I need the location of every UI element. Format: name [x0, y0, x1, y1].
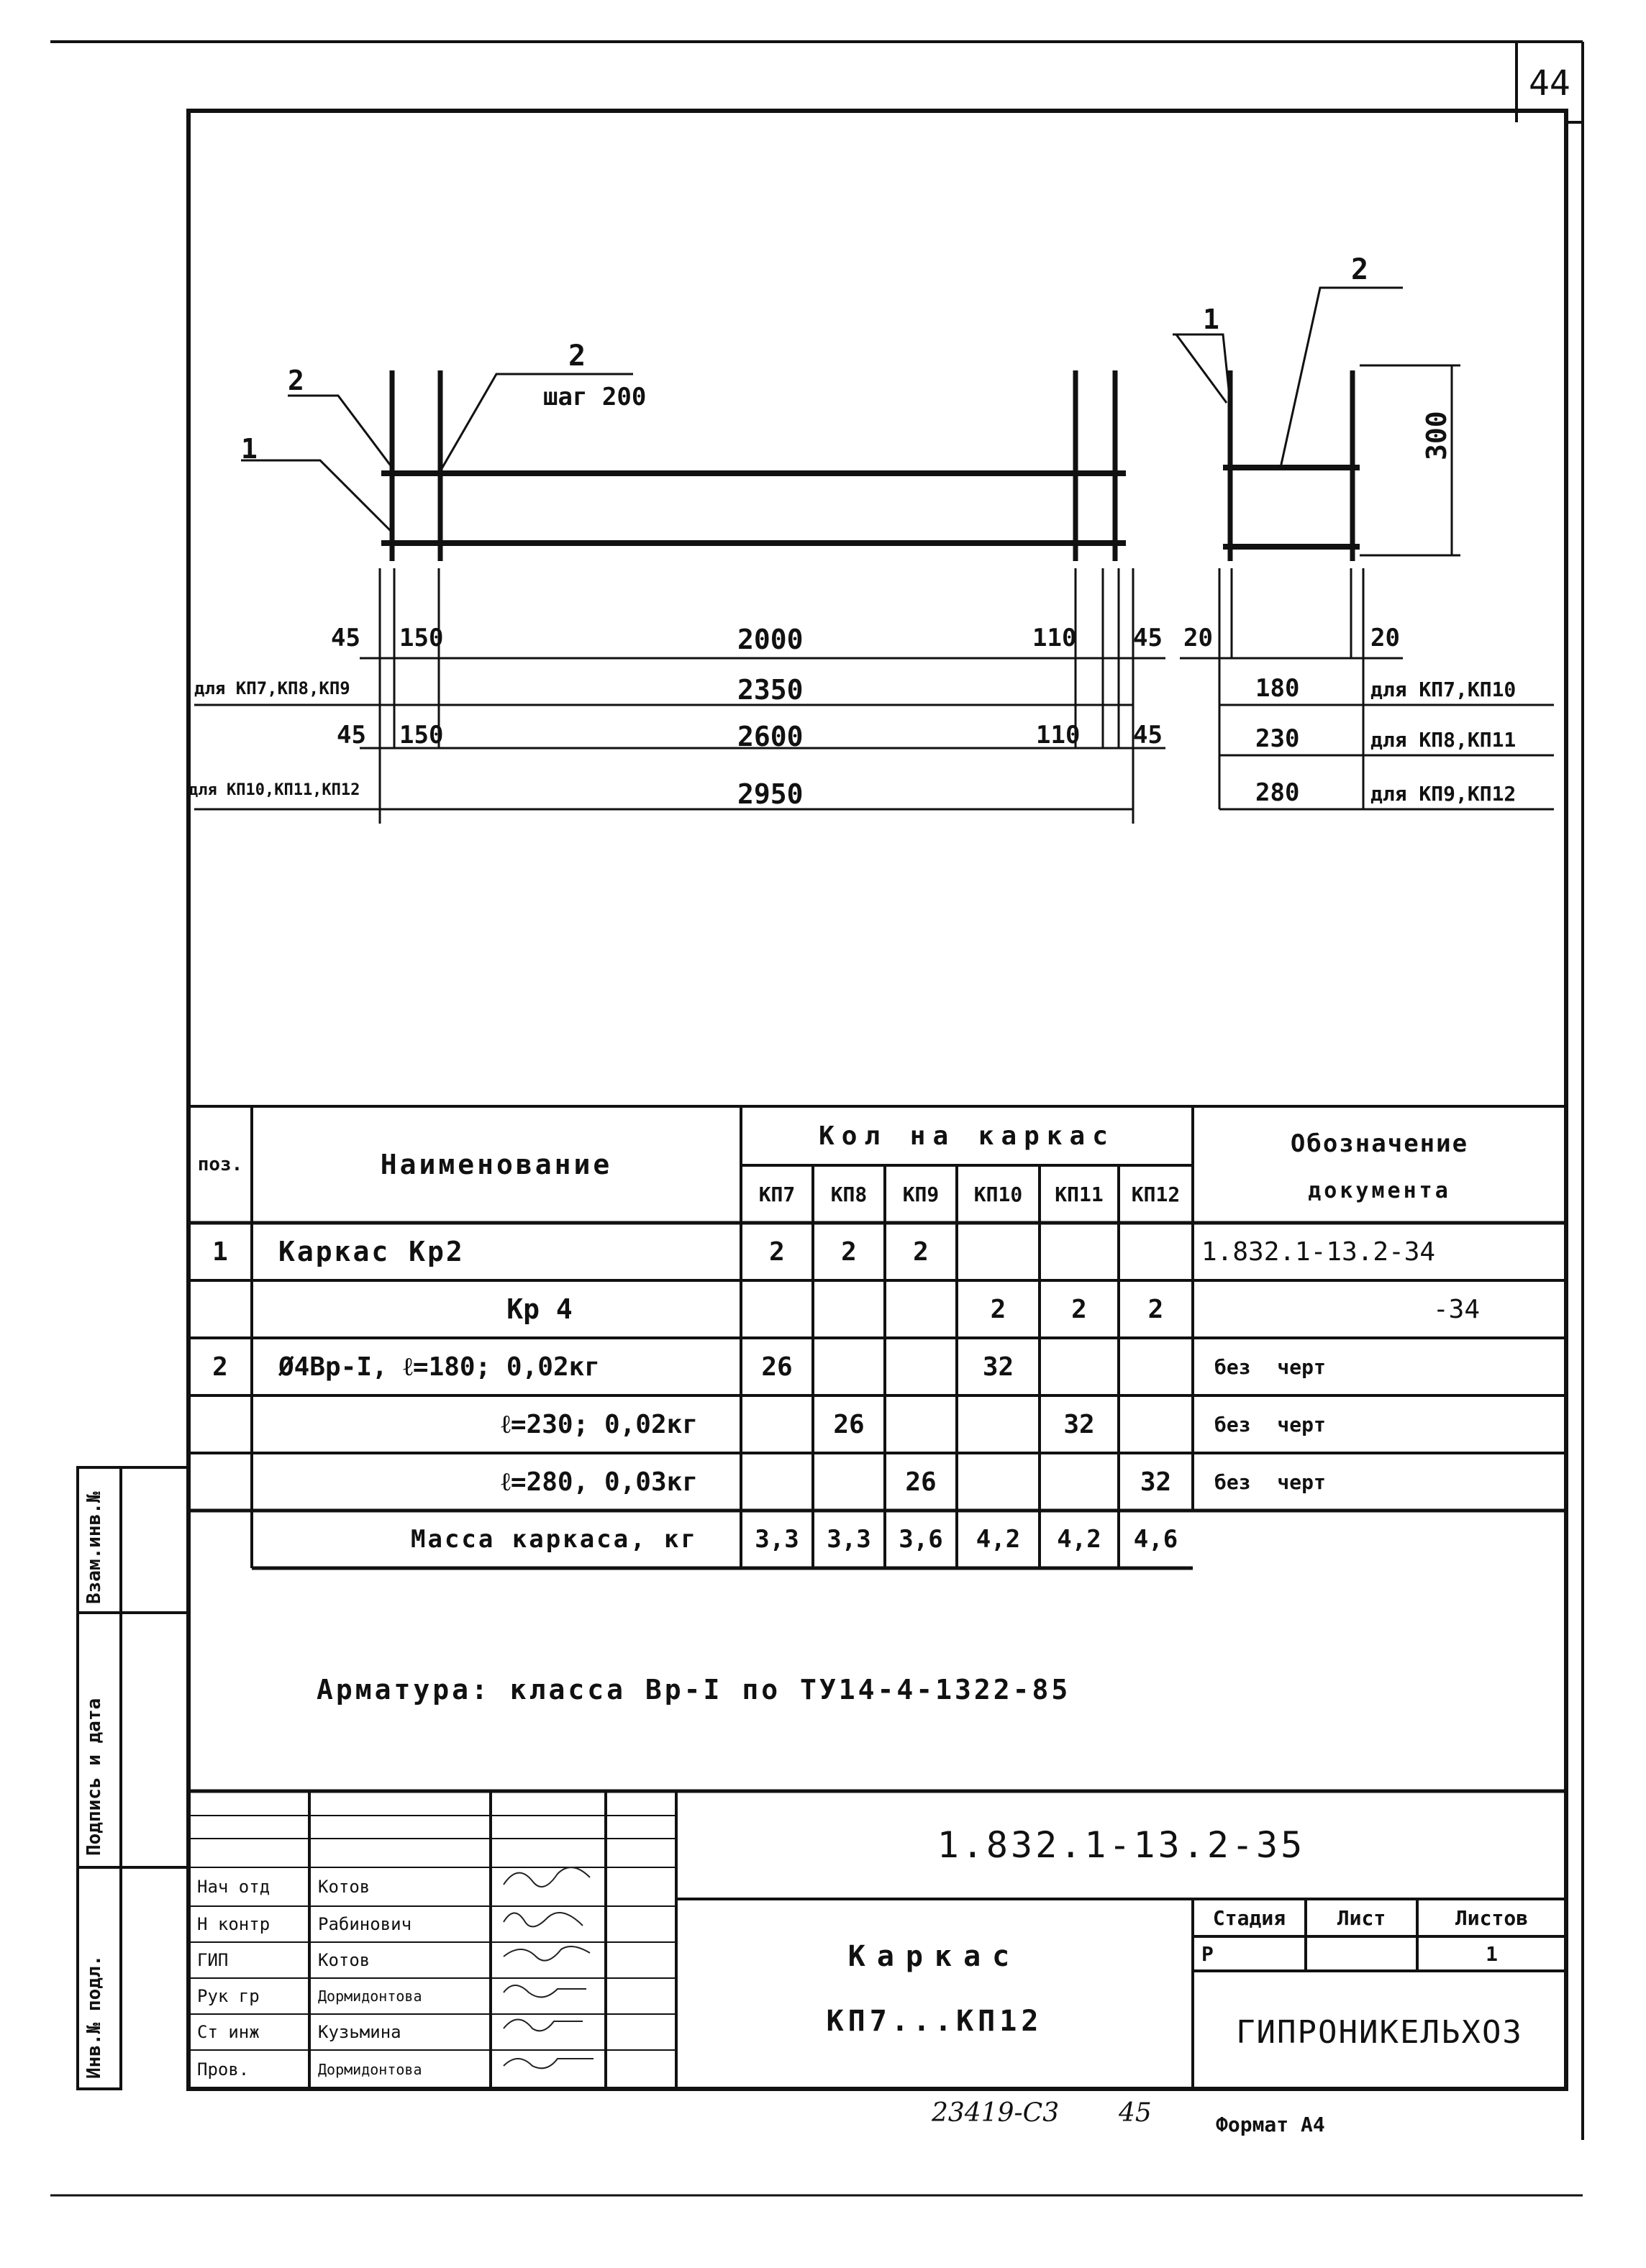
row4-qty-kp8: 26: [833, 1409, 865, 1439]
width-value-1: 180: [1255, 674, 1300, 703]
signatures-scribbles: [504, 1867, 594, 2068]
callout-pos2-left: 2: [288, 365, 304, 396]
dim-left-20: 20: [1183, 624, 1213, 652]
row3-pos: 2: [212, 1352, 228, 1382]
side-stamp-replace: Взам.инв.№: [83, 1491, 105, 1604]
width-label-3: для КП9,КП12: [1370, 782, 1517, 806]
callout-pos2-right: 2: [1351, 253, 1369, 286]
row3-name: Ø4Вр-I, ℓ=180; 0,02кг: [278, 1352, 600, 1382]
header-col-kp8: КП8: [830, 1182, 868, 1206]
header-col-kp7: КП7: [758, 1182, 796, 1206]
row1-qty-kp12: [1119, 1223, 1193, 1280]
sig-role-3: ГИП: [197, 1950, 229, 1970]
row1-qty-kp10: [957, 1223, 1040, 1280]
sig-name-6: Дормидонтова: [318, 2061, 422, 2078]
row2-qty-kp12: 2: [1147, 1294, 1164, 1324]
row1-doc: 1.832.1-13.2-34: [1201, 1237, 1436, 1267]
rebar-note: Арматура: класса Вр-I по ТУ14-4-1322-85: [317, 1674, 1071, 1705]
row6-qty-kp12: 4,6: [1133, 1525, 1178, 1554]
row5-doc: без черт: [1214, 1470, 1326, 1494]
title-line1: Каркас: [847, 1940, 1022, 1973]
stage-value: Р: [1201, 1941, 1214, 1966]
row4-qty-kp7: [741, 1395, 813, 1453]
row4-qty-kp9: [885, 1395, 957, 1453]
title-line2: КП7...КП12: [826, 2005, 1043, 2038]
row2-qty-kp11: 2: [1071, 1294, 1087, 1324]
dim-left-gap-1: 150: [399, 624, 444, 652]
width-label-1: для КП7,КП10: [1370, 678, 1517, 701]
row5-qty-kp7: [741, 1453, 813, 1511]
dim-middle-1: 2000: [737, 624, 804, 655]
header-col-kp11: КП11: [1055, 1182, 1104, 1206]
row3-qty-kp12: [1119, 1338, 1193, 1395]
header-col-kp10: КП10: [973, 1182, 1023, 1206]
row6-qty-kp9: 3,6: [899, 1525, 943, 1554]
row5-name: ℓ=280, 0,03кг: [501, 1467, 698, 1497]
row4-name: ℓ=230; 0,02кг: [501, 1410, 698, 1439]
dim-left-end-3: 45: [337, 721, 366, 750]
header-qty-group: Кол на каркас: [819, 1121, 1115, 1151]
row3-total: 2950: [737, 778, 804, 810]
archive-number: 23419-С3: [932, 2098, 1060, 2128]
row2-qty-kp9: [885, 1280, 957, 1338]
sig-role-5: Ст инж: [197, 2022, 260, 2042]
stage-label: Стадия: [1212, 1905, 1286, 1930]
row6-qty-kp10: 4,2: [976, 1525, 1021, 1554]
sheets-value: 1: [1486, 1941, 1498, 1966]
dim-right-end-1: 45: [1133, 624, 1163, 652]
sig-name-4: Дормидонтова: [318, 1987, 422, 2005]
row5-qty-kp10: [957, 1453, 1040, 1511]
organization: ГИПРОНИКЕЛЬХОЗ: [1236, 2013, 1523, 2051]
dim-middle-3: 2600: [737, 721, 804, 752]
sheets-label: Листов: [1455, 1905, 1529, 1930]
row2-qty-kp7: [741, 1280, 813, 1338]
row5-qty-kp11: [1040, 1453, 1119, 1511]
row2-pos: [188, 1280, 252, 1338]
row4-qty-kp11: 32: [1063, 1409, 1095, 1439]
row4-doc: без черт: [1214, 1412, 1326, 1436]
row2-qty-kp10: 2: [990, 1294, 1006, 1324]
row1-label: для КП7,КП8,КП9: [194, 678, 350, 698]
header-designation-1: Обозначение: [1290, 1129, 1469, 1158]
row3-qty-kp7: 26: [761, 1352, 793, 1382]
header-designation-2: документа: [1308, 1178, 1451, 1203]
row6-name: Масса каркаса, кг: [411, 1525, 698, 1554]
dim-right-end-3: 45: [1133, 721, 1163, 750]
row1-qty-kp8: 2: [841, 1237, 857, 1267]
row1-qty-kp9: 2: [913, 1237, 929, 1267]
archive-page: 45: [1119, 2098, 1152, 2128]
dim-left-gap-3: 150: [399, 721, 444, 750]
row1-qty-kp7: 2: [769, 1237, 785, 1267]
page-number: 44: [1529, 63, 1570, 104]
row3-label: для КП10,КП11,КП12: [188, 781, 360, 799]
sig-role-2: Н контр: [197, 1914, 270, 1934]
row1-name: Каркас Кр2: [278, 1236, 465, 1267]
row2-qty-kp8: [813, 1280, 885, 1338]
row3-doc: без черт: [1214, 1354, 1326, 1379]
width-label-2: для КП8,КП11: [1370, 728, 1517, 752]
row3-qty-kp10: 32: [982, 1352, 1014, 1382]
row6-qty-kp11: 4,2: [1057, 1525, 1101, 1554]
header-col-kp9: КП9: [902, 1182, 940, 1206]
sheet-value: [1306, 1936, 1417, 1971]
sig-name-1: Котов: [318, 1877, 370, 1897]
width-value-3: 280: [1255, 778, 1300, 807]
callout-pos2-step-num: 2: [568, 340, 586, 373]
dim-right-gap-3: 110: [1036, 721, 1081, 750]
row6-qty-kp8: 3,3: [827, 1525, 871, 1554]
dim-height-300: 300: [1421, 411, 1452, 460]
side-stamp-signature: Подпись и дата: [83, 1698, 105, 1856]
sheet-label: Лист: [1337, 1905, 1386, 1930]
row5-qty-kp12: 32: [1140, 1467, 1172, 1497]
row3-qty-kp9: [885, 1338, 957, 1395]
row3-qty-kp11: [1040, 1338, 1119, 1395]
sig-role-6: Пров.: [197, 2059, 250, 2080]
callout-pos2-step: шаг 200: [543, 383, 647, 411]
row5-qty-kp9: 26: [905, 1467, 937, 1497]
dim-right-gap-1: 110: [1032, 624, 1077, 652]
sig-name-2: Рабинович: [318, 1914, 412, 1934]
sig-name-3: Котов: [318, 1950, 370, 1970]
row5-qty-kp8: [813, 1453, 885, 1511]
document-code: 1.832.1-13.2-35: [937, 1824, 1306, 1866]
sig-name-5: Кузьмина: [318, 2022, 401, 2042]
sig-role-1: Нач отд: [197, 1877, 270, 1897]
row1-qty-kp11: [1040, 1223, 1119, 1280]
row1-pos: 1: [212, 1237, 228, 1267]
row4-qty-kp10: [957, 1395, 1040, 1453]
header-col-kp12: КП12: [1131, 1182, 1181, 1206]
callout-pos1-left: 1: [241, 433, 258, 465]
format-label: Формат А4: [1216, 2113, 1325, 2136]
dim-left-end-1: 45: [331, 624, 360, 652]
dim-right-20: 20: [1370, 624, 1400, 652]
row2-doc: -34: [1432, 1294, 1480, 1324]
row3-qty-kp8: [813, 1338, 885, 1395]
sig-role-4: Рук гр: [197, 1986, 260, 2006]
row4-qty-kp12: [1119, 1395, 1193, 1453]
side-stamp-inventory: Инв.№ подл.: [83, 1954, 105, 2079]
row1-total: 2350: [737, 674, 804, 706]
row2-name: Кр 4: [506, 1293, 573, 1325]
width-value-2: 230: [1255, 724, 1300, 753]
row6-qty-kp7: 3,3: [755, 1525, 799, 1554]
callout-pos1-right: 1: [1203, 304, 1219, 335]
header-pos: поз.: [197, 1154, 243, 1175]
header-name: Наименование: [380, 1149, 613, 1180]
